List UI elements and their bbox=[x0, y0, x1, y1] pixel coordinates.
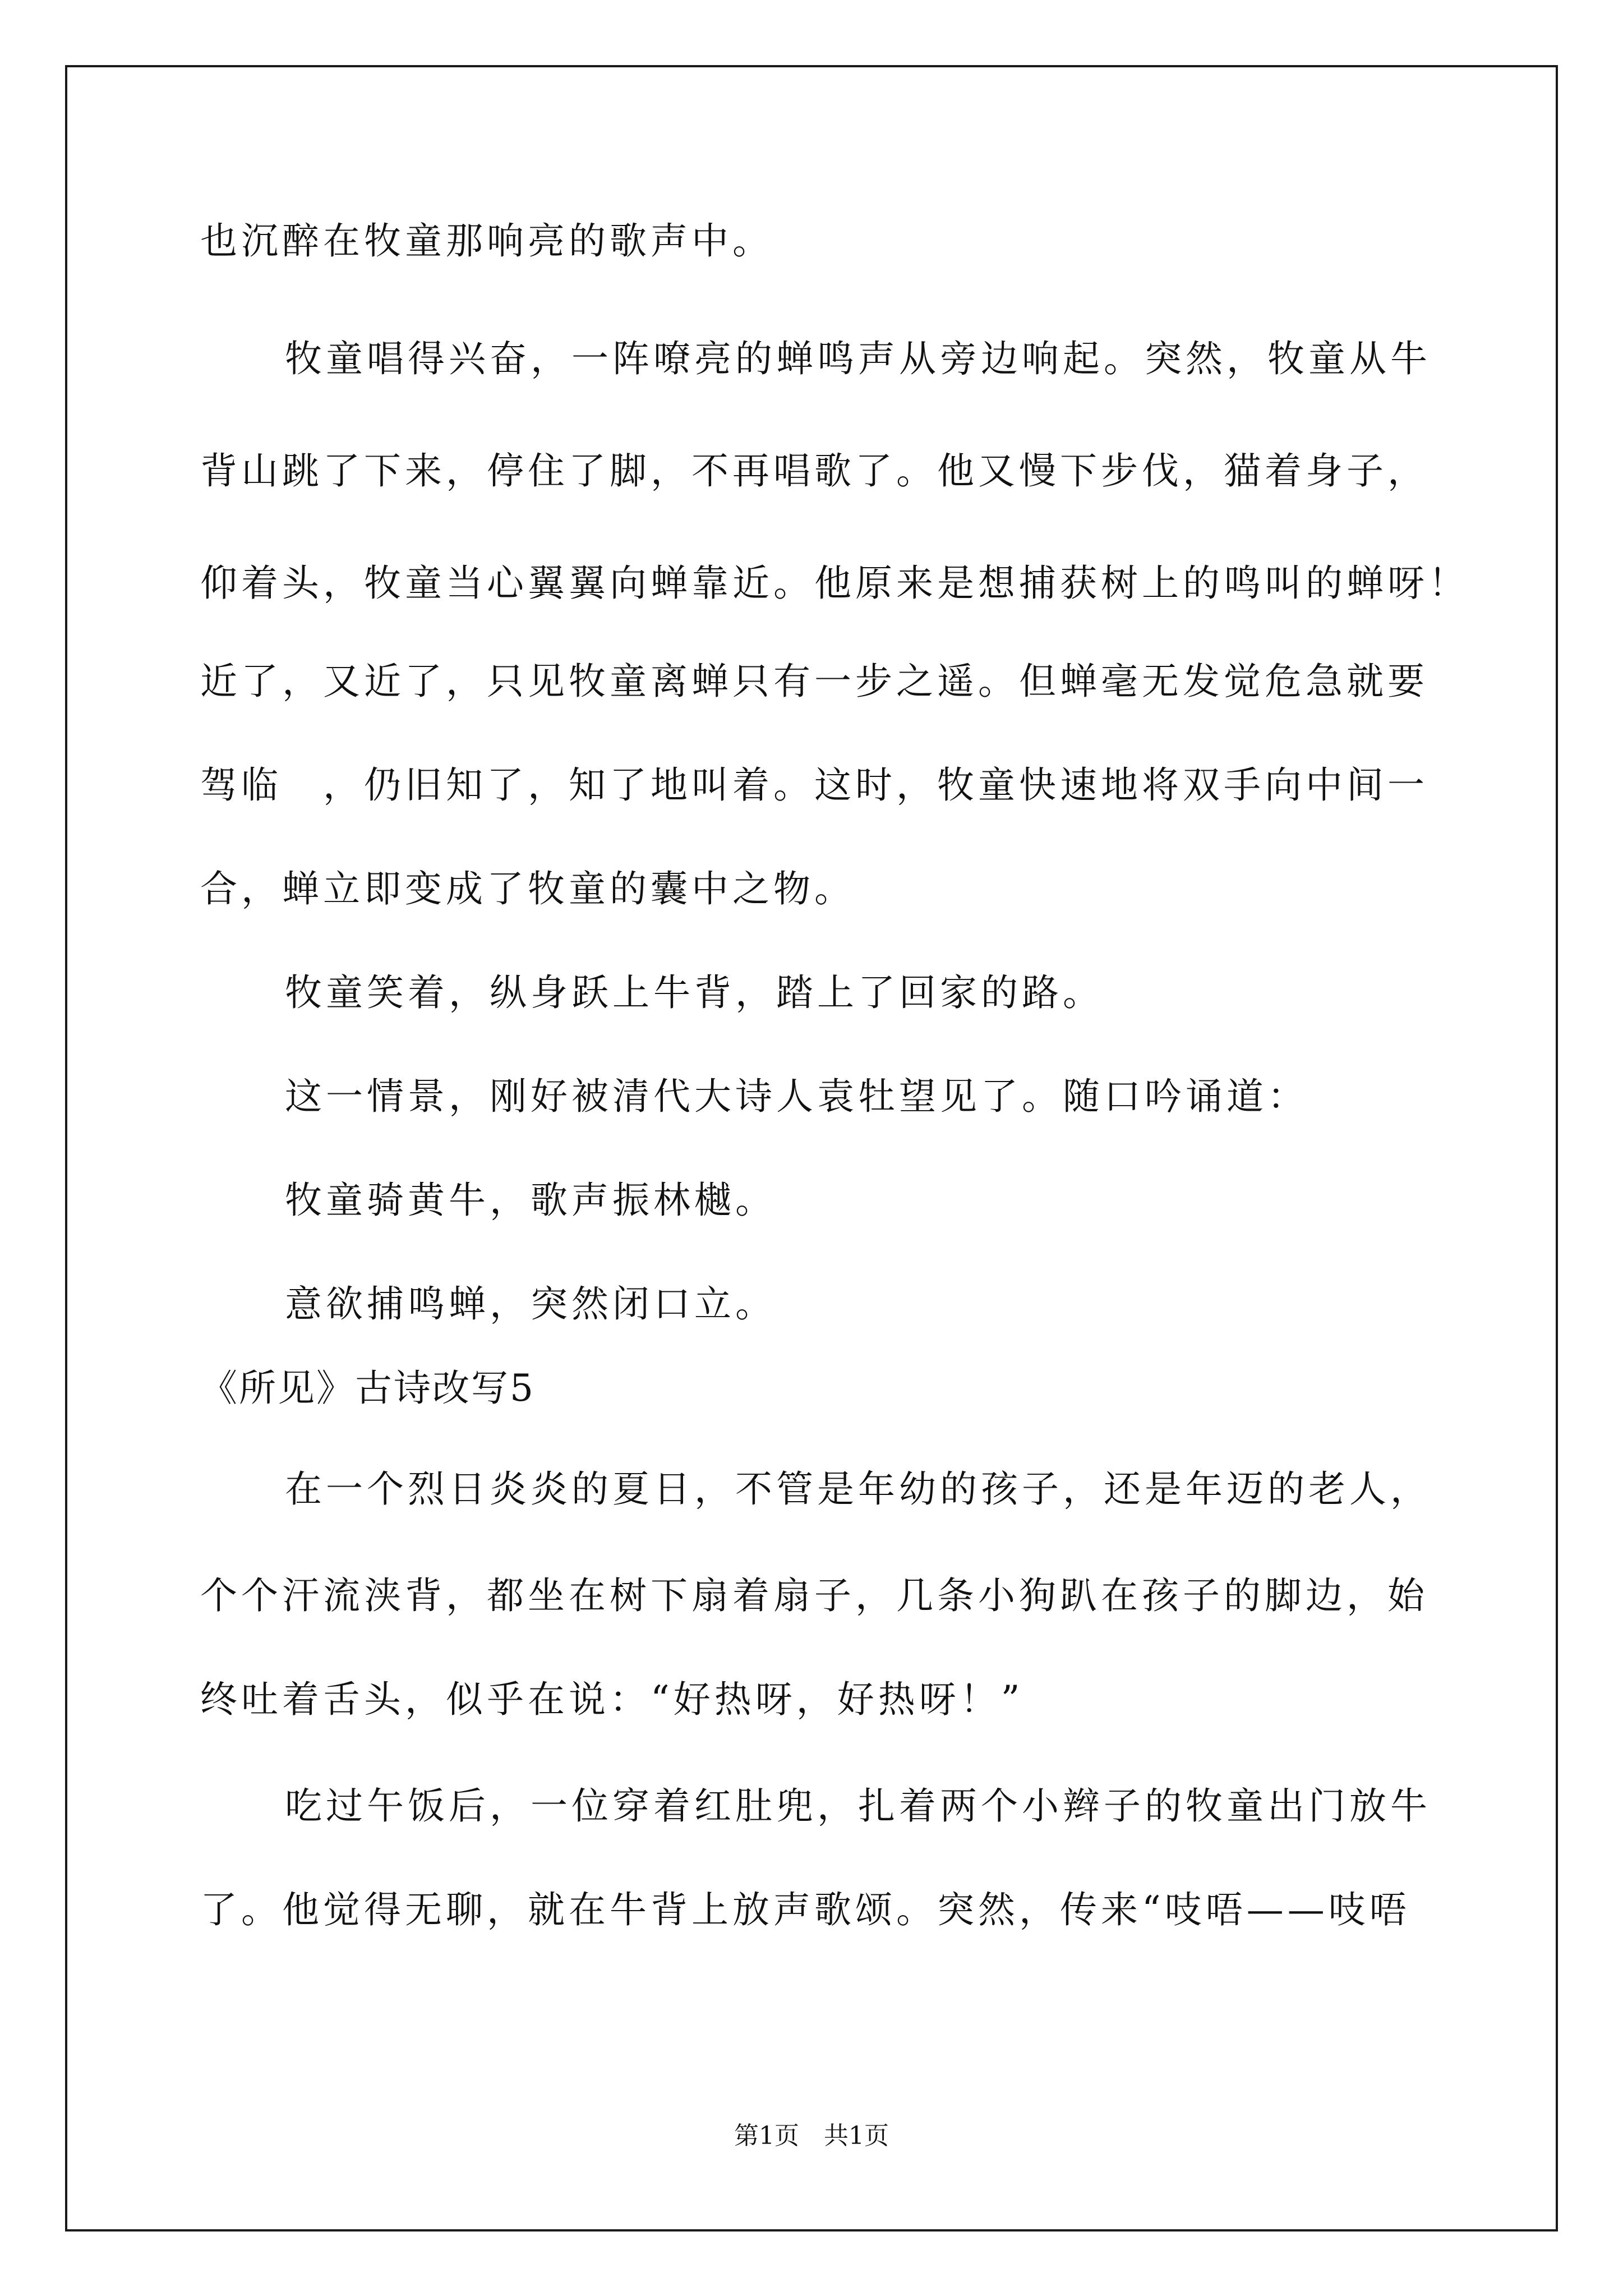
section-heading: 《所见》古诗改写5 bbox=[200, 1366, 535, 1410]
text-line: 驾临 ，仍旧知了，知了地叫着。这时，牧童快速地将双手向中间一 bbox=[200, 763, 1428, 807]
text-line: 在一个烈日炎炎的夏日，不管是年幼的孩子，还是年迈的老人， bbox=[285, 1467, 1431, 1511]
text-line: 牧童唱得兴奋，一阵嘹亮的蝉鸣声从旁边响起。突然，牧童从牛 bbox=[285, 337, 1431, 380]
text-line: 了。他觉得无聊，就在牛背上放声歌颂。突然，传来“吱唔——吱唔 bbox=[200, 1888, 1410, 1931]
text-line: 吃过午饭后，一位穿着红肚兜，扎着两个小辫子的牧童出门放牛 bbox=[285, 1784, 1431, 1828]
text-line: 也沉醉在牧童那响亮的歌声中。 bbox=[200, 219, 773, 263]
text-line: 个个汗流浃背，都坐在树下扇着扇子，几条小狗趴在孩子的脚边，始 bbox=[200, 1574, 1428, 1617]
text-line: 仰着头，牧童当心翼翼向蝉靠近。他原来是想捕获树上的鸣叫的蝉呀！ bbox=[200, 562, 1469, 605]
page-footer: 第1页 共1页 bbox=[734, 2122, 889, 2150]
text-line: 合，蝉立即变成了牧童的囊中之物。 bbox=[200, 867, 855, 910]
text-line: 近了，又近了，只见牧童离蝉只有一步之遥。但蝉毫无发觉危急就要 bbox=[200, 660, 1428, 703]
text-line: 牧童笑着，纵身跃上牛背，踏上了回家的路。 bbox=[285, 971, 1104, 1014]
text-line: 背山跳了下来，停住了脚，不再唱歌了。他又慢下步伐，猫着身子， bbox=[200, 449, 1428, 493]
text-line: 意欲捕鸣蝉，突然闭口立。 bbox=[285, 1282, 776, 1326]
text-line: 牧童骑黄牛，歌声振林樾。 bbox=[285, 1179, 776, 1222]
text-line: 这一情景，刚好被清代大诗人袁牡望见了。随口吟诵道： bbox=[285, 1075, 1308, 1118]
text-line: 终吐着舌头，似乎在说：“好热呀，好热呀！” bbox=[200, 1678, 1024, 1721]
